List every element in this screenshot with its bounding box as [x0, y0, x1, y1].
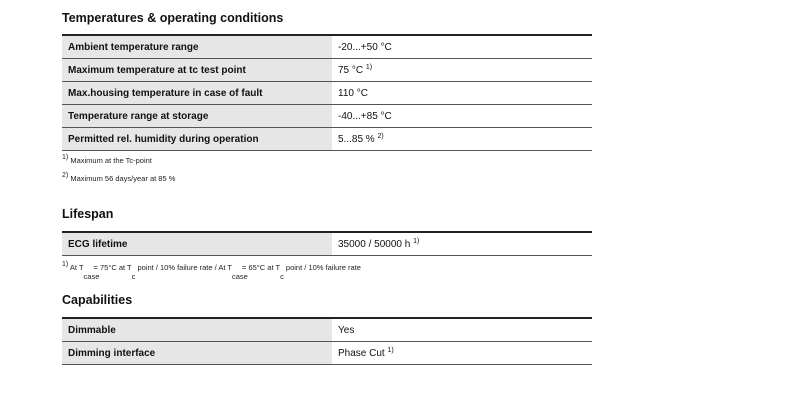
- footnote-text: Maximum 56 days/year at 85 %: [70, 174, 176, 183]
- table-row: [62, 318, 592, 342]
- row-label: ECG lifetime: [62, 232, 332, 256]
- table-row: [62, 128, 592, 151]
- footnote-mark: 1): [387, 346, 394, 354]
- row-label: Ambient temperature range: [62, 35, 332, 59]
- footnote-text: = 65°C at T: [239, 263, 281, 272]
- capabilities-table: [62, 317, 592, 365]
- value-text: -20...+50 °C: [338, 41, 392, 53]
- footnote-mark: 1): [413, 237, 420, 245]
- value-text: 5...85 %: [338, 133, 375, 145]
- row-value: [332, 128, 592, 151]
- temperatures-table: [62, 34, 592, 151]
- row-value: [332, 232, 592, 256]
- footnote-text: point / 10% failure rate: [283, 263, 361, 272]
- value-text: Phase Cut: [338, 347, 385, 359]
- temperatures-section: [62, 7, 592, 187]
- table-row: [62, 35, 592, 59]
- value-text: 75 °C: [338, 64, 364, 76]
- footnote-text: point / 10% failure rate / At T: [135, 263, 232, 272]
- row-value: [332, 59, 592, 82]
- value-text: 110 °C: [338, 87, 368, 99]
- value-text: -40...+85 °C: [338, 110, 392, 122]
- footnote-text: Maximum at the Tc-point: [70, 156, 152, 165]
- row-label: Dimming interface: [62, 342, 332, 365]
- subscript: case: [83, 272, 100, 281]
- subscript: case: [231, 272, 248, 281]
- footnote-text: At T: [69, 263, 84, 272]
- footnote-mark: 1): [62, 154, 69, 161]
- footnote-text: = 75°C at T: [91, 263, 132, 272]
- row-label: Dimmable: [62, 318, 332, 342]
- table-row: [62, 82, 592, 105]
- lifespan-section: [62, 203, 592, 282]
- footnote: [62, 151, 592, 169]
- row-value: [332, 105, 592, 128]
- table-row: [62, 342, 592, 365]
- row-label: Temperature range at storage: [62, 105, 332, 128]
- subscript: c: [280, 272, 284, 281]
- lifespan-table: [62, 231, 592, 256]
- value-text: 35000 / 50000 h: [338, 238, 411, 250]
- row-label: Maximum temperature at tc test point: [62, 59, 332, 82]
- subscript: c: [131, 272, 136, 281]
- footnote: [62, 169, 592, 187]
- footnote-mark: 1): [365, 63, 373, 71]
- footnote-mark: 2): [62, 172, 69, 179]
- value-text: Yes: [338, 324, 355, 336]
- footnote-mark: 2): [377, 132, 384, 140]
- section-title-lifespan: Lifespan: [62, 207, 114, 221]
- row-label: Max.housing temperature in case of fault: [62, 82, 332, 105]
- row-value: [332, 342, 592, 365]
- table-row: [62, 232, 592, 256]
- section-title-temperatures: Temperatures & operating conditions: [62, 11, 284, 25]
- table-row: [62, 59, 592, 82]
- section-title-capabilities: Capabilities: [62, 293, 133, 307]
- row-value: [332, 318, 592, 342]
- row-label: Permitted rel. humidity during operation: [62, 128, 332, 151]
- row-value: [332, 82, 592, 105]
- table-row: [62, 105, 592, 128]
- capabilities-section: [62, 289, 592, 365]
- footnote-mark: 1): [62, 261, 69, 268]
- footnote: [62, 256, 592, 282]
- row-value: [332, 35, 592, 59]
